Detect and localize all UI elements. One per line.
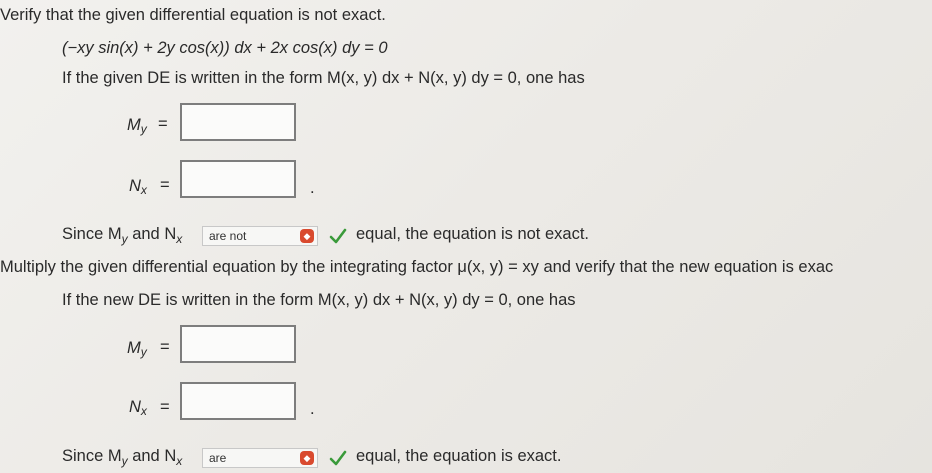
- nx-period: .: [310, 179, 315, 197]
- given-equation: (−xy sin(x) + 2y cos(x)) dx + 2x cos(x) dy = 0: [62, 39, 388, 57]
- new-nx-equals: =: [160, 398, 170, 416]
- my-answer-input[interactable]: [180, 103, 296, 141]
- my-label: $M_y$: [127, 116, 147, 136]
- new-my-equals: =: [160, 338, 170, 356]
- select-arrow-icon: ◆: [300, 451, 314, 465]
- nx-label: $N_x$: [129, 177, 147, 197]
- new-nx-label: $N_x$: [129, 398, 147, 418]
- comparison-select-1[interactable]: are not ◆: [202, 226, 318, 246]
- instruction-text: Verify that the given differential equation is not exact.: [0, 6, 386, 24]
- checkmark-icon: [329, 450, 347, 466]
- nx-equals: =: [160, 176, 170, 194]
- new-my-answer-input[interactable]: [180, 325, 296, 363]
- checkmark-icon: [329, 228, 347, 244]
- my-equals: =: [158, 115, 168, 133]
- comparison-select-2[interactable]: are ◆: [202, 448, 318, 468]
- form-sentence: If the given DE is written in the form M(x, y) dx + N(x, y) dy = 0, one has: [62, 69, 585, 87]
- since-row-2: Since $M_y$ and $N_x$: [62, 447, 183, 468]
- conclusion-1: equal, the equation is not exact.: [356, 225, 589, 243]
- new-my-label: $M_y$: [127, 339, 147, 359]
- select-arrow-icon: ◆: [300, 229, 314, 243]
- multiply-sentence: Multiply the given differential equation by the integrating factor μ(x, y) = xy and verify that the new equation is exac: [0, 258, 834, 276]
- new-nx-answer-input[interactable]: [180, 382, 296, 420]
- new-form-sentence: If the new DE is written in the form M(x, y) dx + N(x, y) dy = 0, one has: [62, 291, 576, 309]
- conclusion-2: equal, the equation is exact.: [356, 447, 562, 465]
- since-row-1: Since $M_y$ and $N_x$: [62, 225, 183, 246]
- new-nx-period: .: [310, 400, 315, 418]
- nx-answer-input[interactable]: [180, 160, 296, 198]
